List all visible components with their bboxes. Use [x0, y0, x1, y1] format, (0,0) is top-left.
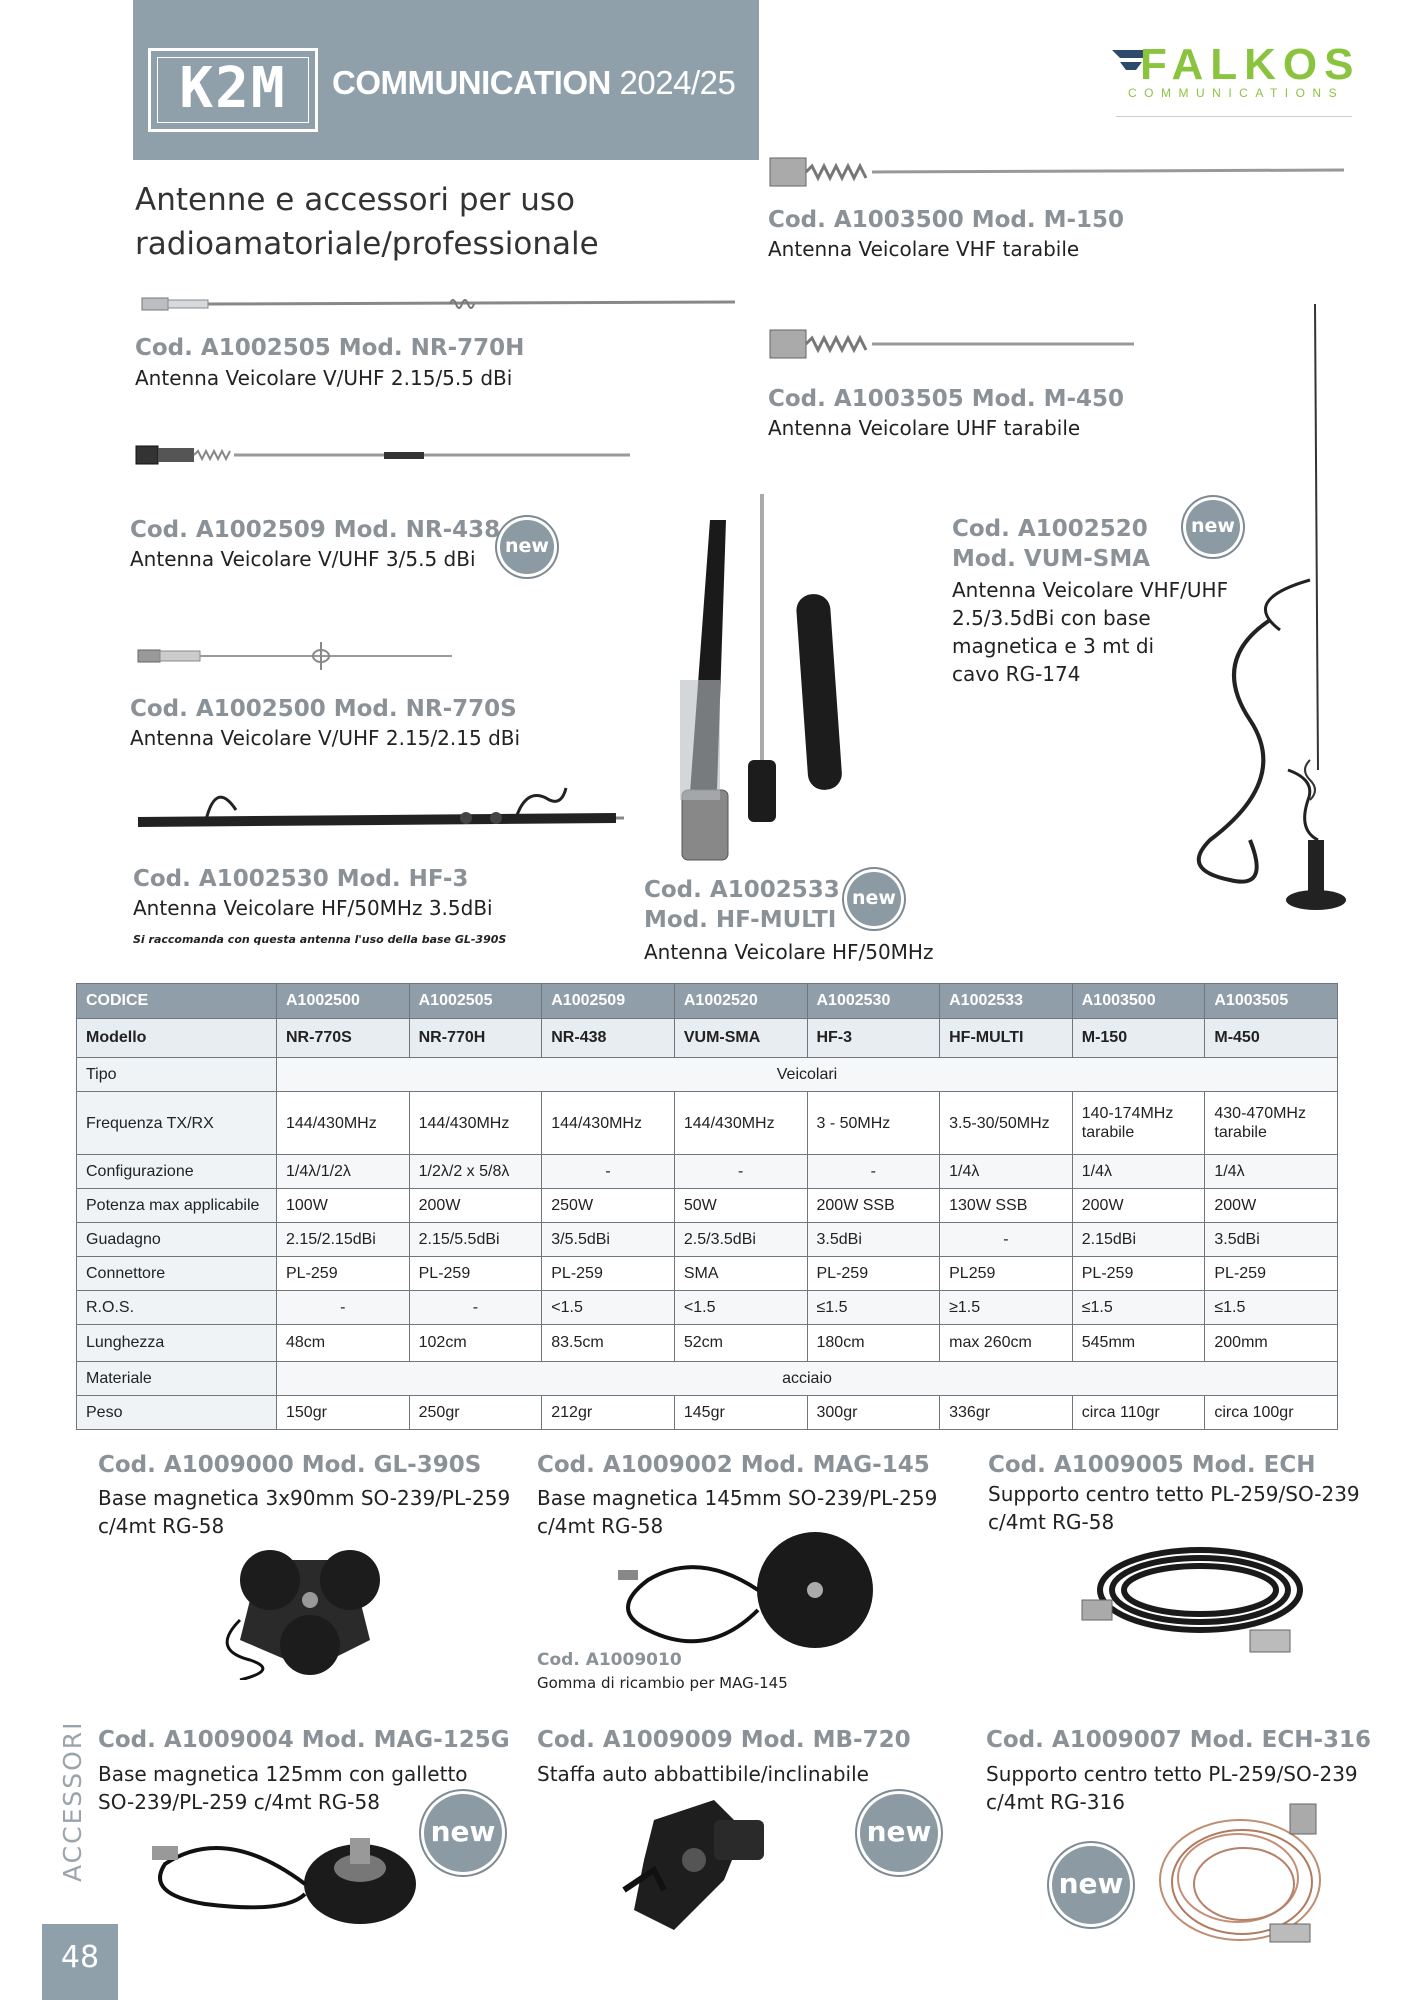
hfmulti-antenna-image	[640, 490, 880, 870]
table-cell: Materiale	[77, 1362, 277, 1396]
table-cell: max 260cm	[940, 1325, 1073, 1362]
mag145-base-image	[610, 1530, 880, 1660]
mb720-desc: Staffa auto abbattibile/inclinabile	[537, 1762, 869, 1786]
table-cell: -	[277, 1291, 410, 1325]
table-cell: 150gr	[277, 1396, 410, 1430]
m150-antenna-image	[768, 152, 1348, 192]
table-cell: 102cm	[409, 1325, 542, 1362]
table-cell: <1.5	[542, 1291, 675, 1325]
table-row-ros	[77, 1291, 1338, 1325]
table-cell: PL-259	[409, 1257, 542, 1291]
falkos-logo: FALKOS	[1140, 40, 1361, 89]
gl390s-base-image	[200, 1540, 410, 1680]
m450-code: Cod. A1003505 Mod. M-450	[768, 386, 1125, 412]
table-cell: 144/430MHz	[409, 1092, 542, 1155]
table-cell: R.O.S.	[77, 1291, 277, 1325]
nr770s-antenna-image	[136, 636, 456, 676]
k2m-logo: K2M	[148, 48, 318, 132]
table-cell: 300gr	[807, 1396, 940, 1430]
table-cell: 48cm	[277, 1325, 410, 1362]
table-cell: 3/5.5dBi	[542, 1223, 675, 1257]
table-cell: 2.15/5.5dBi	[409, 1223, 542, 1257]
table-cell: 200W	[1072, 1189, 1205, 1223]
table-cell: Configurazione	[77, 1155, 277, 1189]
table-header-cell: A1002500	[277, 984, 410, 1019]
falkos-tagline: COMMUNICATIONS	[1128, 86, 1345, 100]
new-badge: new	[1186, 500, 1240, 554]
table-cell: PL-259	[1072, 1257, 1205, 1291]
table-cell: circa 100gr	[1205, 1396, 1338, 1430]
table-row-tipo	[77, 1058, 1338, 1092]
table-cell: 130W SSB	[940, 1189, 1073, 1223]
table-row-peso	[77, 1396, 1338, 1430]
table-row-lunghezza	[77, 1325, 1338, 1362]
table-cell: NR-770H	[409, 1019, 542, 1058]
table-row-potenza	[77, 1189, 1338, 1223]
mag145-sub-desc: Gomma di ricambio per MAG-145	[537, 1674, 788, 1692]
table-header-cell: A1002533	[940, 984, 1073, 1019]
vumsma-code: Cod. A1002520 Mod. VUM-SMA	[952, 516, 1151, 572]
catalog-title: COMMUNICATION 2024/25	[332, 64, 736, 101]
table-cell: 180cm	[807, 1325, 940, 1362]
table-cell: Connettore	[77, 1257, 277, 1291]
table-cell: 144/430MHz	[542, 1092, 675, 1155]
table-cell: 83.5cm	[542, 1325, 675, 1362]
new-badge: new	[500, 520, 554, 574]
table-cell: Guadagno	[77, 1223, 277, 1257]
table-cell: PL-259	[807, 1257, 940, 1291]
table-cell: 1/4λ	[1072, 1155, 1205, 1189]
mag125g-desc: Base magnetica 125mm con galletto SO-239/PL-259 c/4mt RG-58	[98, 1762, 468, 1814]
table-cell: 430-470MHz tarabile	[1205, 1092, 1338, 1155]
table-header-cell: A1002509	[542, 984, 675, 1019]
table-cell: Veicolari	[277, 1058, 1338, 1092]
vumsma-desc: Antenna Veicolare VHF/UHF 2.5/3.5dBi con base magnetica e 3 mt di cavo RG-174	[952, 578, 1229, 686]
table-cell: Modello	[77, 1019, 277, 1058]
table-cell: VUM-SMA	[674, 1019, 807, 1058]
table-cell: ≥1.5	[940, 1291, 1073, 1325]
table-header-cell: A1002520	[674, 984, 807, 1019]
table-cell: PL-259	[277, 1257, 410, 1291]
table-row-guadagno	[77, 1223, 1338, 1257]
hf3-antenna-image	[136, 776, 626, 836]
table-cell: PL-259	[542, 1257, 675, 1291]
ech-cable-image	[1080, 1530, 1310, 1670]
table-cell: Lunghezza	[77, 1325, 277, 1362]
nr438-code: Cod. A1002509 Mod. NR-438	[130, 517, 501, 543]
table-cell: ≤1.5	[807, 1291, 940, 1325]
table-cell: NR-770S	[277, 1019, 410, 1058]
table-cell: 1/2λ/2 x 5/8λ	[409, 1155, 542, 1189]
table-cell: SMA	[674, 1257, 807, 1291]
table-cell: M-150	[1072, 1019, 1205, 1058]
table-cell: Peso	[77, 1396, 277, 1430]
table-cell: 52cm	[674, 1325, 807, 1362]
mag145-code: Cod. A1009002 Mod. MAG-145	[537, 1452, 930, 1478]
table-cell: NR-438	[542, 1019, 675, 1058]
table-cell: Frequenza TX/RX	[77, 1092, 277, 1155]
table-cell: acciaio	[277, 1362, 1338, 1396]
table-cell: 144/430MHz	[674, 1092, 807, 1155]
hf3-desc: Antenna Veicolare HF/50MHz 3.5dBi	[133, 896, 493, 920]
mb720-bracket-image	[614, 1790, 784, 1940]
ech-desc: Supporto centro tetto PL-259/SO-239 c/4mt RG-58	[988, 1482, 1360, 1534]
hf3-code: Cod. A1002530 Mod. HF-3	[133, 866, 469, 892]
mb720-code: Cod. A1009009 Mod. MB-720	[537, 1727, 911, 1753]
gl390s-code: Cod. A1009000 Mod. GL-390S	[98, 1452, 482, 1478]
table-cell: 100W	[277, 1189, 410, 1223]
gl390s-desc: Base magnetica 3x90mm SO-239/PL-259 c/4mt RG-58	[98, 1486, 511, 1538]
table-cell: -	[409, 1291, 542, 1325]
table-cell: ≤1.5	[1205, 1291, 1338, 1325]
mag145-desc: Base magnetica 145mm SO-239/PL-259 c/4mt RG-58	[537, 1486, 938, 1538]
table-cell: -	[674, 1155, 807, 1189]
new-badge: new	[424, 1794, 502, 1872]
table-cell: 50W	[674, 1189, 807, 1223]
table-cell: 545mm	[1072, 1325, 1205, 1362]
ech-code: Cod. A1009005 Mod. ECH	[988, 1452, 1316, 1478]
nr770s-code: Cod. A1002500 Mod. NR-770S	[130, 696, 517, 722]
nr770h-antenna-image	[140, 288, 740, 318]
nr770h-desc: Antenna Veicolare V/UHF 2.15/5.5 dBi	[135, 366, 513, 390]
table-cell: ≤1.5	[1072, 1291, 1205, 1325]
table-cell: 145gr	[674, 1396, 807, 1430]
mag125g-base-image	[150, 1814, 420, 1934]
new-badge: new	[847, 872, 901, 926]
table-cell: M-450	[1205, 1019, 1338, 1058]
divider	[1116, 116, 1352, 117]
mag145-sub-code: Cod. A1009010	[537, 1650, 682, 1670]
m150-desc: Antenna Veicolare VHF tarabile	[768, 237, 1080, 261]
table-cell: circa 110gr	[1072, 1396, 1205, 1430]
table-cell: 200mm	[1205, 1325, 1338, 1362]
table-cell: 200W SSB	[807, 1189, 940, 1223]
m150-code: Cod. A1003500 Mod. M-150	[768, 207, 1125, 233]
table-header-cell: A1003505	[1205, 984, 1338, 1019]
table-cell: PL-259	[1205, 1257, 1338, 1291]
table-cell: 3.5-30/50MHz	[940, 1092, 1073, 1155]
spec-table	[76, 983, 1338, 1430]
nr770s-desc: Antenna Veicolare V/UHF 2.15/2.15 dBi	[130, 726, 521, 750]
table-cell: Tipo	[77, 1058, 277, 1092]
table-header-cell: A1003500	[1072, 984, 1205, 1019]
table-cell: 144/430MHz	[277, 1092, 410, 1155]
table-cell: 2.5/3.5dBi	[674, 1223, 807, 1257]
table-row-connettore	[77, 1257, 1338, 1291]
nr438-antenna-image	[134, 440, 634, 470]
page-number: 48	[42, 1924, 118, 2000]
page-intro: Antenne e accessori per uso radioamatoriale/professionale	[135, 182, 599, 262]
table-header-cell: CODICE	[77, 984, 277, 1019]
table-cell: 250W	[542, 1189, 675, 1223]
table-header-cell: A1002505	[409, 984, 542, 1019]
ech316-code: Cod. A1009007 Mod. ECH-316	[986, 1727, 1372, 1753]
table-row-configurazione	[77, 1155, 1338, 1189]
table-header-row	[77, 984, 1338, 1019]
table-row-modello	[77, 1019, 1338, 1058]
table-cell: 200W	[409, 1189, 542, 1223]
table-cell: 140-174MHz tarabile	[1072, 1092, 1205, 1155]
new-badge: new	[1052, 1846, 1130, 1924]
m450-antenna-image	[768, 324, 1138, 364]
table-cell: 3 - 50MHz	[807, 1092, 940, 1155]
table-cell: -	[940, 1223, 1073, 1257]
new-badge: new	[860, 1794, 938, 1872]
table-cell: 1/4λ	[1205, 1155, 1338, 1189]
table-header-cell: A1002530	[807, 984, 940, 1019]
section-label: ACCESSORI	[58, 1720, 87, 1882]
m450-desc: Antenna Veicolare UHF tarabile	[768, 416, 1081, 440]
nr770h-code: Cod. A1002505 Mod. NR-770H	[135, 335, 525, 361]
table-cell: 2.15/2.15dBi	[277, 1223, 410, 1257]
table-cell: 1/4λ/1/2λ	[277, 1155, 410, 1189]
table-cell: 212gr	[542, 1396, 675, 1430]
table-row-frequenza	[77, 1092, 1338, 1155]
table-cell: 250gr	[409, 1396, 542, 1430]
table-cell: 336gr	[940, 1396, 1073, 1430]
ech316-cable-image	[1150, 1800, 1350, 1950]
table-row-materiale	[77, 1362, 1338, 1396]
ech316-desc: Supporto centro tetto PL-259/SO-239 c/4mt RG-316	[986, 1762, 1358, 1814]
table-cell: 3.5dBi	[807, 1223, 940, 1257]
table-cell: Potenza max applicabile	[77, 1189, 277, 1223]
table-cell: 200W	[1205, 1189, 1338, 1223]
table-cell: HF-MULTI	[940, 1019, 1073, 1058]
hfmulti-code: Cod. A1002533 Mod. HF-MULTI	[644, 877, 840, 933]
table-cell: <1.5	[674, 1291, 807, 1325]
table-cell: HF-3	[807, 1019, 940, 1058]
hfmulti-desc: Antenna Veicolare HF/50MHz	[644, 940, 934, 964]
table-cell: -	[807, 1155, 940, 1189]
hf3-note: Si raccomanda con questa antenna l'uso della base GL-390S	[133, 933, 507, 946]
nr438-desc: Antenna Veicolare V/UHF 3/5.5 dBi	[130, 547, 476, 571]
table-cell: -	[542, 1155, 675, 1189]
table-cell: PL259	[940, 1257, 1073, 1291]
table-cell: 1/4λ	[940, 1155, 1073, 1189]
mag125g-code: Cod. A1009004 Mod. MAG-125G	[98, 1727, 510, 1753]
table-cell: 3.5dBi	[1205, 1223, 1338, 1257]
table-cell: 2.15dBi	[1072, 1223, 1205, 1257]
